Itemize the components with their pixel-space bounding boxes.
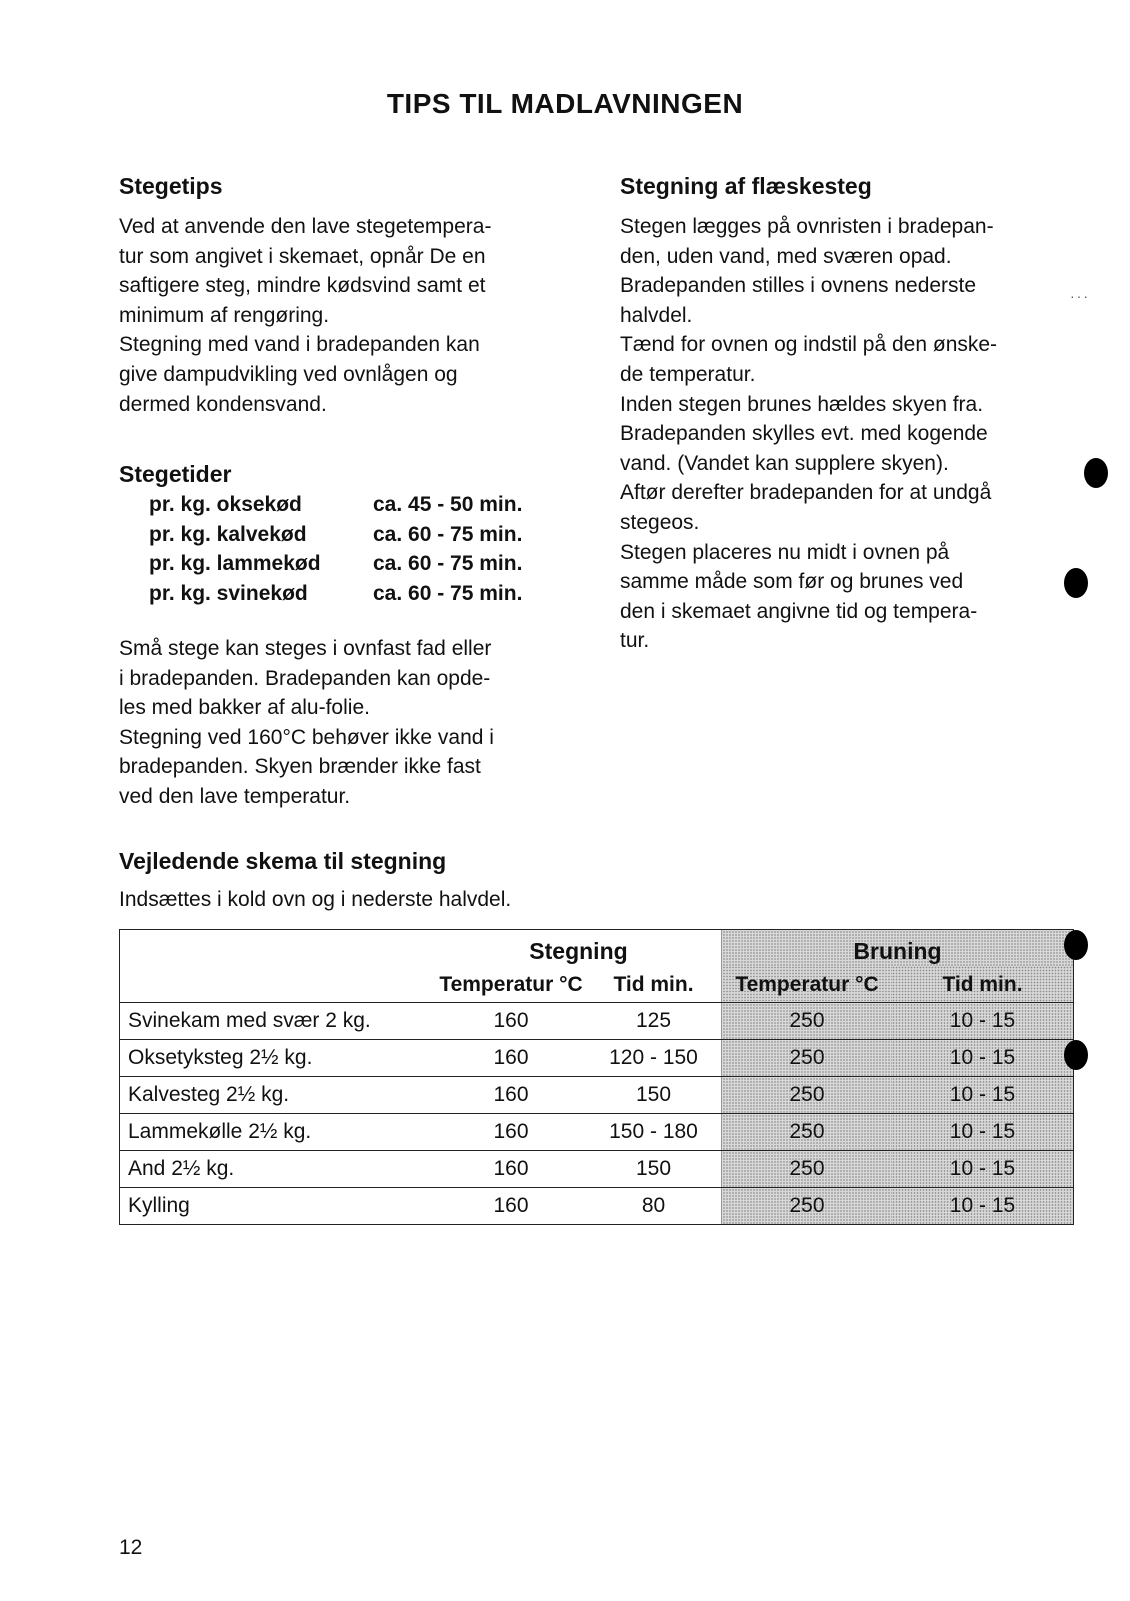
row-btemp: 250 (722, 1040, 893, 1077)
page-title: TIPS TIL MADLAVNINGEN (386, 88, 744, 119)
paragraph-line: den i skemaet angivne tid og tempera- (620, 599, 978, 623)
paragraph-line: ved den lave temperatur. (119, 784, 351, 808)
paragraph-line: samme måde som før og brunes ved (620, 570, 964, 594)
row-btid: 10 - 15 (892, 1003, 1074, 1040)
row-temp: 160 (436, 1077, 586, 1114)
table-row (120, 1040, 1074, 1077)
paragraph-line: tur som angivet i skemaet, opnår De en (119, 244, 486, 268)
row-btemp: 250 (722, 1188, 893, 1225)
paragraph-line: give dampudvikling ved ovnlågen og (119, 362, 458, 386)
row-btemp: 250 (722, 1003, 893, 1040)
table-header-empty (120, 930, 437, 1003)
col-tid-label: Tid min. (613, 973, 694, 996)
row-btemp: 250 (722, 1114, 893, 1151)
row-btemp: 250 (722, 1077, 893, 1114)
paragraph-line: Bradepanden skylles evt. med kogende (620, 422, 988, 446)
row-tid: 120 - 150 (586, 1040, 722, 1077)
schema-subtitle: Indsættes i kold ovn og i nederste halvdel. (119, 888, 512, 911)
flaeskesteg-paragraph (620, 212, 1090, 656)
paragraph-line: les med bakker af alu-folie. (119, 696, 370, 720)
row-name: Kylling (120, 1188, 437, 1225)
row-tid: 80 (586, 1188, 722, 1225)
paragraph-line: Små stege kan steges i ovnfast fad eller (119, 637, 492, 660)
paragraph-line: Stegning ved 160°C behøver ikke vand i (119, 725, 494, 749)
list-item (149, 520, 589, 550)
table-header-group-row (120, 930, 1074, 967)
scan-artifact: ··· (1070, 288, 1090, 304)
row-temp: 160 (436, 1114, 586, 1151)
row-btemp: 250 (722, 1151, 893, 1188)
row-temp: 160 (436, 1003, 586, 1040)
row-temp: 160 (436, 1151, 586, 1188)
row-name: Svinekam med svær 2 kg. (120, 1003, 437, 1040)
stegning-group-label: Stegning (529, 938, 628, 964)
meat-label: pr. kg. kalvekød (149, 522, 307, 546)
paragraph-line: minimum af rengøring. (119, 303, 330, 327)
paragraph-line: Tænd for ovnen og indstil på den ønske- (620, 333, 998, 357)
list-item (149, 490, 589, 520)
row-temp: 160 (436, 1040, 586, 1077)
stegetider-heading: Stegetider (119, 461, 232, 487)
row-btid: 10 - 15 (892, 1114, 1074, 1151)
row-tid: 150 - 180 (586, 1114, 722, 1151)
punch-hole-mark (1084, 458, 1108, 488)
paragraph-line: dermed kondensvand. (119, 392, 327, 416)
table-header-cell (586, 966, 722, 1003)
table-row (120, 1114, 1074, 1151)
paragraph-line: Bradepanden stilles i ovnens nederste (620, 274, 977, 298)
row-tid: 150 (586, 1151, 722, 1188)
paragraph-line: Stegen lægges på ovnristen i bradepan- (620, 215, 994, 238)
roasting-table (119, 929, 1074, 1225)
roast-times-list (149, 490, 589, 608)
row-name: Kalvesteg 2½ kg. (120, 1077, 437, 1114)
schema-heading: Vejledende skema til stegning (119, 848, 447, 874)
paragraph-line: i bradepanden. Bradepanden kan opde- (119, 666, 491, 690)
col-temp-label: Temperatur °C (439, 973, 583, 996)
table-header-cell (436, 966, 586, 1003)
col-btemp-label: Temperatur °C (735, 973, 879, 996)
row-name: Oksetyksteg 2½ kg. (120, 1040, 437, 1077)
bruning-group-label: Bruning (853, 938, 942, 964)
row-tid: 125 (586, 1003, 722, 1040)
paragraph-line: Ved at anvende den lave stegetempera- (119, 215, 492, 238)
punch-hole-mark (1064, 568, 1088, 598)
list-item (149, 579, 589, 609)
table-row (120, 1188, 1074, 1225)
punch-hole-mark (1064, 930, 1088, 960)
punch-hole-mark (1064, 1040, 1088, 1070)
time-value: ca. 60 - 75 min. (373, 552, 523, 576)
table-header-cell (892, 966, 1074, 1003)
stegetider-section (119, 458, 589, 608)
row-name: Lammekølle 2½ kg. (120, 1114, 437, 1151)
paragraph-line: den, uden vand, med sværen opad. (620, 244, 952, 268)
flaeskesteg-heading: Stegning af flæskesteg (620, 173, 872, 199)
meat-label: pr. kg. svinekød (149, 581, 308, 605)
row-btid: 10 - 15 (892, 1040, 1074, 1077)
table-row (120, 1151, 1074, 1188)
row-temp: 160 (436, 1188, 586, 1225)
table-row (120, 1077, 1074, 1114)
row-tid: 150 (586, 1077, 722, 1114)
row-btid: 10 - 15 (892, 1188, 1074, 1225)
row-name: And 2½ kg. (120, 1151, 437, 1188)
paragraph-line: stegeos. (620, 510, 700, 534)
table-row (120, 1003, 1074, 1040)
col-btid-label: Tid min. (942, 973, 1023, 996)
meat-label: pr. kg. oksekød (149, 493, 302, 516)
paragraph-line: halvdel. (620, 303, 693, 327)
paragraph-line: de temperatur. (620, 362, 756, 386)
stegetips-paragraph (119, 212, 589, 419)
table-header-cell (722, 966, 893, 1003)
row-btid: 10 - 15 (892, 1077, 1074, 1114)
paragraph-line: Inden stegen brunes hældes skyen fra. (620, 392, 984, 416)
paragraph-line: Aftør derefter bradepanden for at undgå (620, 481, 992, 505)
paragraph-line: bradepanden. Skyen brænder ikke fast (119, 755, 481, 779)
stegetips-heading: Stegetips (119, 173, 223, 199)
table-header-cell (722, 930, 1074, 967)
paragraph-line: Stegen placeres nu midt i ovnen på (620, 540, 950, 564)
list-item (149, 549, 589, 579)
meat-label: pr. kg. lammekød (149, 552, 321, 576)
paragraph-line: Stegning med vand i bradepanden kan (119, 333, 480, 357)
flaeskesteg-section (620, 170, 1090, 656)
stegetips-section (119, 170, 589, 419)
paragraph-line: vand. (Vandet kan supplere skyen). (620, 451, 949, 475)
small-roasts-paragraph (119, 634, 589, 812)
row-btid: 10 - 15 (892, 1151, 1074, 1188)
paragraph-line: saftigere steg, mindre kødsvind samt et (119, 274, 486, 298)
table-header-cell (436, 930, 722, 967)
page-number: 12 (119, 1536, 143, 1559)
time-value: ca. 60 - 75 min. (373, 581, 523, 605)
time-value: ca. 60 - 75 min. (373, 522, 523, 546)
time-value: ca. 45 - 50 min. (373, 493, 523, 516)
paragraph-line: tur. (620, 629, 650, 653)
